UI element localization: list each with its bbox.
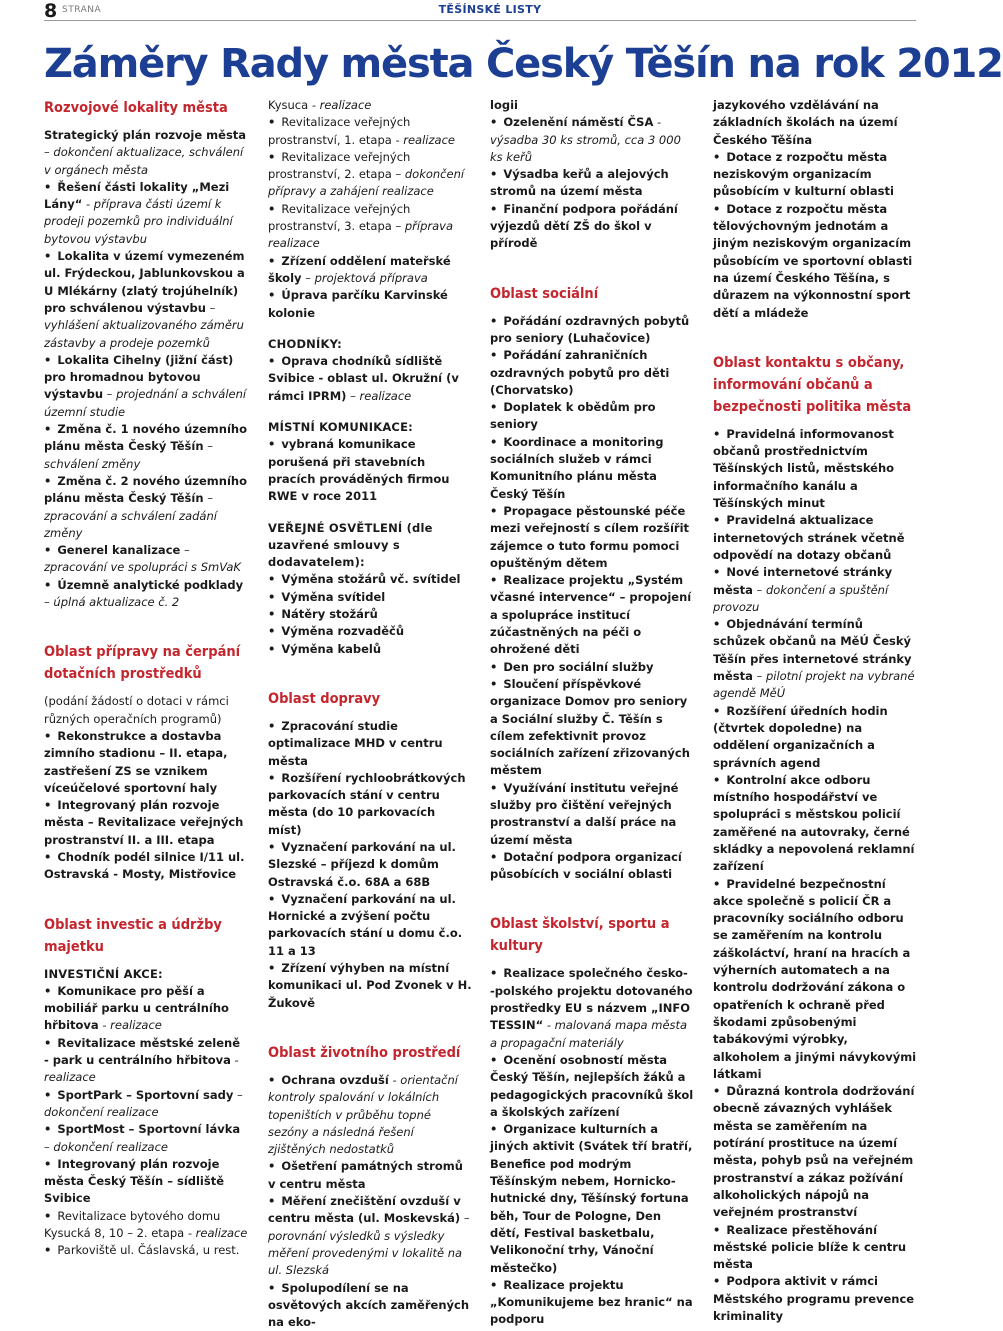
list-item: • Využívání institutu veřejné služby pro čištění veřejných prostranství a další práce na území města [490,780,694,849]
list-item: • Sloučení příspěvkové organizace Domov pro seniory a Sociální služby Č. Těšín s cílem zefektivnit provoz sociálních zařízení zřizovaných městem [490,676,694,780]
list-item: Strategický plán rozvoje města – dokončení aktualizace, schválení v orgánech města [44,128,247,177]
list-item: • Měření znečištění ovzduší v centru města (ul. Moskevská) – porovnání výsledků s výsledky měření provedenými v lokalitě na ul. Slezská [268,1193,472,1279]
subheading: MÍSTNÍ KOMUNIKACE: [268,420,413,435]
list-item: • Změna č. 2 nového územního plánu města Český Těšín – zpracování a schválení zadání změny [44,473,248,542]
list-item: • Parkoviště ul. Čáslavská, u rest. [44,1242,248,1259]
list-item: • Pořádání ozdravných pobytů pro seniory (Luhačovice) [490,313,694,348]
column-2 [268,97,472,1330]
list-item: • Revitalizace veřejných prostranství, 1. etapa - realizace [268,114,472,149]
subheading: INVESTIČNÍ AKCE: [44,966,163,981]
section-heading: Oblast sociální [490,285,599,302]
list-item: • Pravidelné bezpečnostní akce společně s policií ČR a pracovníky sociálního odboru se zaměřením na kontrolu záškoláctví, hraní na hracích a výherních automatech a na kontrolu dodržování zákona o opatřeních k ochraně před škodami způsobenými tabákovými výrobky, alkoholem a jinými návykovými látkami [713,876,917,1084]
section-heading: Oblast dopravy [268,690,381,707]
list-item: • Zpracování studie optimalizace MHD v centru města [268,718,472,770]
list-item: • Dotace z rozpočtu města tělovýchovným jednotám a jiným neziskovým organizacím působícím ve sportovní oblasti na území Českého Těšína, s důrazem na výkonnostní sport dětí a mládeže [713,201,917,322]
list-item: • Vyznačení parkování na ul. Hornické a zvýšení počtu parkovacích stání u domu č.o. 11 a 13 [268,891,472,960]
list-item: • Zřízení výhyben na místní komunikaci ul. Pod Zvonek v H. Žukově [268,960,472,1012]
column-3 [490,97,694,1327]
subheading: VEŘEJNÉ OSVĚTLENÍ (dle uzavřené smlouvy s dodavatelem): [268,520,433,570]
page-number: 8 [44,0,58,22]
list-item: • Úprava parčíku Karvinské kolonie [268,287,472,322]
page-word: STRANA [62,5,102,15]
list-item: • Revitalizace veřejných prostranství, 2. etapa – dokončení přípravy a zahájení realizace [268,149,472,201]
list-item: • Výsadba keřů a alejových stromů na území města [490,166,694,201]
list-item: • Nové internetové stránky města – dokončení a spuštění provozu [713,564,917,616]
list-item: • Oprava chodníků sídliště Svibice - oblast ul. Okružní (v rámci IPRM) – realizace [268,353,472,405]
list-item: • vybraná komunikace porušená při stavebních pracích prováděných firmou RWE v roce 2011 [268,436,472,505]
list-item: • Výměna stožárů vč. svítidel [268,571,472,588]
list-item: • Ošetření památných stromů v centru města [268,1158,472,1193]
list-item: • Realizace projektu „Systém včasné intervence“ – propojení a spolupráce institucí zúčastněných na péči o ohrožené děti [490,572,694,658]
list-item: • Organizace kulturních a jiných aktivit (Svátek tří bratří, Benefice pod modrým Těšínským nebem, Hornicko-hutnické dny, Těšínský fortuna běh, Tour de Pologne, Den dětí, Festival basketbalu, Velikonoční trhy, Vánoční městečko) [490,1121,694,1277]
list-item: • Výměna kabelů [268,641,472,658]
section-intro: (podání žádostí o dotaci v rámci různých operačních programů) [44,694,229,726]
section-heading: Oblast přípravy na čerpání dotačních prostředků [44,644,241,683]
section-heading: Oblast kontaktu s občany, informování občanů a bezpečnosti politika města [713,354,912,415]
column-1 [44,97,248,1283]
list-item: • Realizace společného česko- -polského projektu dotovaného prostředky EU s názvem „INFO TESSIN“ - malovaná mapa města a propagační materiály [490,965,694,1051]
section-heading: Oblast investic a údržby majetku [44,916,222,955]
list-item: • Chodník podél silnice I/11 ul. Ostravská - Mosty, Mistřovice [44,849,248,884]
article-title: Záměry Rady města Český Těšín na rok 2012 [44,41,1003,87]
list-item: • Rozšíření úředních hodin (čtvrtek dopoledne) na oddělení organizačních a správních agend [713,703,917,772]
list-item: • Integrovaný plán rozvoje města Český Těšín – sídliště Svibice [44,1156,248,1208]
list-item: • Kontrolní akce odboru místního hospodářství ve spolupráci s městskou policií zaměřené na autovraky, černé skládky a nepovolená reklamní zařízení [713,772,917,876]
list-item: • Pravidelná informovanost občanů prostřednictvím Těšínských listů, městského informačního kanálu a Těšínských minut [713,426,917,512]
list-item: • Dotace z rozpočtu města neziskovým organizacím působícím v kulturní oblasti [713,149,917,201]
list-item: • Spolupodílení se na osvětových akcích zaměřených na eko- [268,1280,472,1331]
list-item: • Ozelenění náměstí ČSA - výsadba 30 ks stromů, cca 3 000 ks keřů [490,114,694,166]
list-item: • Výměna rozvaděčů [268,623,472,640]
list-item: • Objednávání termínů schůzek občanů na MěÚ Český Těšín přes internetové stránky města – pilotní projekt na vybrané agendě MěÚ [713,616,917,702]
list-item: • Koordinace a monitoring sociálních služeb v rámci Komunitního plánu města Český Těšín [490,434,694,503]
list-item: • Dotační podpora organizací působících v sociální oblasti [490,849,694,884]
page-header [0,0,960,26]
list-item: • Pořádání zahraničních ozdravných pobytů pro děti (Chorvatsko) [490,347,694,399]
list-item: • Lokalita Cihelny (jižní část) pro hromadnou bytovou výstavbu – projednání a schválení územní studie [44,352,248,421]
list-item: • Doplatek k obědům pro seniory [490,399,694,434]
column-4 [713,97,917,1323]
list-item-continued: logii [490,98,518,112]
list-item: • Změna č. 1 nového územního plánu města Český Těšín – schválení změny [44,421,248,473]
list-item: • Integrovaný plán rozvoje města – Revitalizace veřejných prostranství II. a III. etapa [44,797,248,849]
list-item: • SportMost – Sportovní lávka – dokončení realizace [44,1121,248,1156]
list-item: • Ocenění osobností města Český Těšín, nejlepších žáků a pedagogických pracovníků škol a školských zařízení [490,1052,694,1121]
list-item: • Revitalizace bytového domu Kysucká 8, 10 – 2. etapa - realizace [44,1208,248,1243]
header-rule [44,20,916,21]
list-item: • Nátěry stožárů [268,606,472,623]
list-item: • Řešení části lokality „Mezi Lány“ - příprava části území k prodeji pozemků pro individuální bytovou výstavbu [44,179,248,248]
list-item: • Komunikace pro pěší a mobiliář parku u centrálního hřbitova - realizace [44,983,248,1035]
list-item: • Výměna svítidel [268,589,472,606]
list-item: • Lokalita v území vymezeném ul. Frýdeckou, Jablunkovskou a U Mlékárny (zlatý trojúhelník) pro schválenou výstavbu – vyhlášení aktualizovaného záměru zástavby a prodeje pozemků [44,248,248,352]
list-item: • Vyznačení parkování na ul. Slezské – příjezd k domům Ostravská č.o. 68A a 68B [268,839,472,891]
list-item: • Finanční podpora pořádání výjezdů dětí ZŠ do škol v přírodě [490,201,694,253]
newspaper-name: TĚŠÍNSKÉ LISTY [438,3,542,16]
list-item: • Důrazná kontrola dodržování obecně závazných vyhlášek města se zaměřením na potírání prostituce na území města, pohyb psů na veřejném prostranství a zákaz požívání alkoholických nápojů na veřejném prostranství [713,1083,917,1221]
section-heading: Rozvojové lokality města [44,100,228,116]
section-heading: Oblast školství, sportu a kultury [490,916,670,955]
list-item: • Pravidelná aktualizace internetových stránek včetně odpovědí na dotazy občanů [713,512,917,564]
subheading: CHODNÍKY: [268,336,342,351]
section-heading: Oblast životního prostředí [268,1044,461,1061]
list-item: • SportPark – Sportovní sady – dokončení realizace [44,1087,248,1122]
list-item: • Den pro sociální služby [490,659,694,676]
list-item: • Revitalizace městské zeleně - park u centrálního hřbitova - realizace [44,1035,248,1087]
list-item: • Rekonstrukce a dostavba zimního stadionu – II. etapa, zastřešení ZS se vznikem víceúčelové sportovní haly [44,728,248,797]
list-item: • Revitalizace veřejných prostranství, 3. etapa – příprava realizace [268,201,472,253]
list-item: • Realizace projektu „Komunikujeme bez hranic“ na podporu [490,1277,694,1329]
list-item: • Podpora aktivit v rámci Městského programu prevence kriminality [713,1273,917,1325]
list-item: • Zřízení oddělení mateřské školy – projektová příprava [268,253,472,288]
list-item: • Ochrana ovzduší - orientační kontroly spalování v lokálních topeništích v průběhu topné sezóny a následná řešení zjištěných nedostatků [268,1072,472,1158]
list-item: • Rozšíření rychloobrátkových parkovacích stání v centru města (do 10 parkovacích míst) [268,770,472,839]
list-item-continued: jazykového vzdělávání na základních školách na území Českého Těšína [713,98,898,147]
list-item: • Propagace pěstounské péče mezi veřejností s cílem rozšířit zájemce o tuto formu pomoci opuštěným dětem [490,503,694,572]
list-item: • Realizace přestěhování městské policie blíže k centru města [713,1222,917,1274]
list-item-continued: Kysuca - realizace [268,98,372,112]
list-item: • Generel kanalizace – zpracování ve spolupráci s SmVaK [44,542,248,577]
list-item: • Územně analytické podklady – úplná aktualizace č. 2 [44,577,248,612]
